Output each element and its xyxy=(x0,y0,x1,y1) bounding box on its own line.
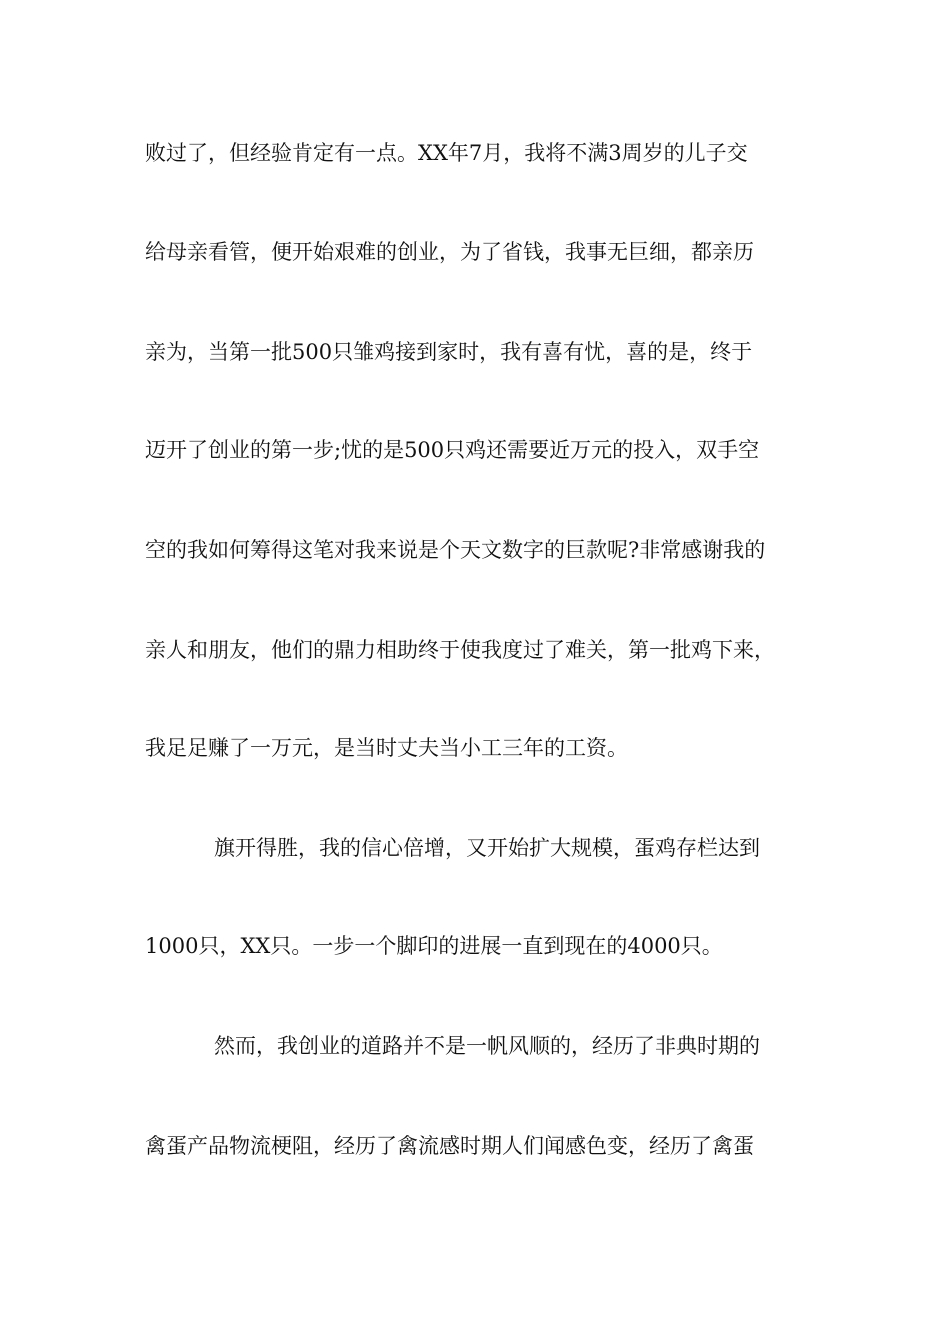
text-line: 亲为，当第一批500只雏鸡接到家时，我有喜有忧，喜的是，终于 xyxy=(145,340,753,364)
text-line: 我足足赚了一万元，是当时丈夫当小工三年的工资。 xyxy=(145,736,628,760)
text-line: 空的我如何筹得这笔对我来说是个天文数字的巨款呢?非常感谢我的 xyxy=(145,538,766,562)
text-line: 禽蛋产品物流梗阻，经历了禽流感时期人们闻感色变，经历了禽蛋 xyxy=(145,1134,754,1158)
text-line: 亲人和朋友，他们的鼎力相助终于使我度过了难关，第一批鸡下来， xyxy=(145,638,775,662)
text-line: 迈开了创业的第一步;忧的是500只鸡还需要近万元的投入，双手空 xyxy=(145,438,760,462)
text-line: 败过了，但经验肯定有一点。XX年7月，我将不满3周岁的儿子交 xyxy=(145,141,748,165)
text-line: 给母亲看管，便开始艰难的创业，为了省钱，我事无巨细，都亲历 xyxy=(145,240,754,264)
paragraph-first-line: 然而，我创业的道路并不是一帆风顺的，经历了非典时期的 xyxy=(214,1034,760,1058)
text-line: 1000只，XX只。一步一个脚印的进展一直到现在的4000只。 xyxy=(145,934,723,958)
paragraph-first-line: 旗开得胜，我的信心倍增，又开始扩大规模，蛋鸡存栏达到 xyxy=(214,836,760,860)
